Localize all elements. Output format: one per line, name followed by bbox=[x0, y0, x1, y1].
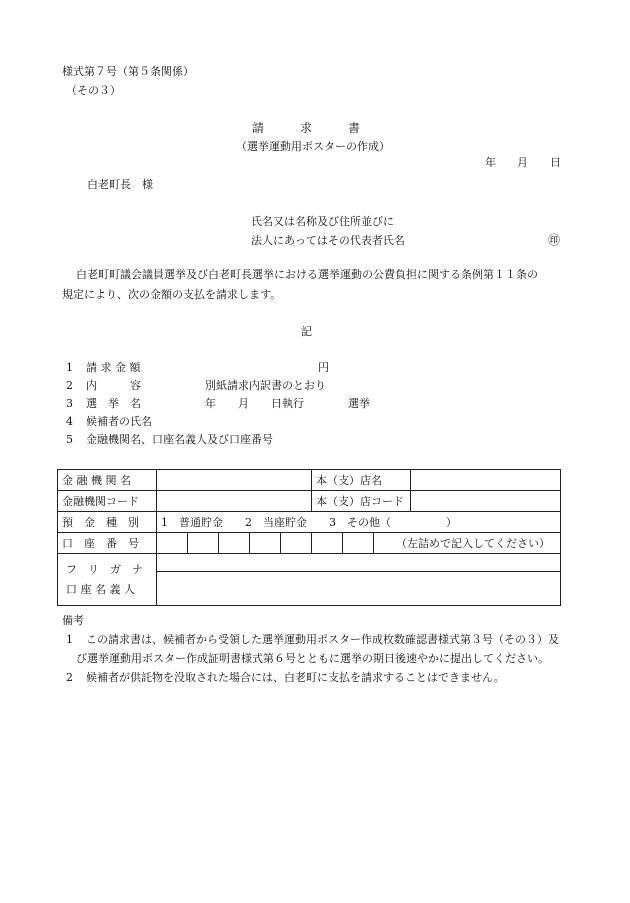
table-row bbox=[58, 554, 561, 572]
account-digit-6[interactable] bbox=[312, 533, 343, 554]
item-3-number: 3 bbox=[66, 397, 73, 410]
account-holder-field[interactable] bbox=[157, 572, 561, 606]
bank-name-field[interactable] bbox=[157, 470, 312, 491]
body-text-line-2: 規定により、次の金額の支払を請求します。 bbox=[62, 288, 282, 301]
item-2-value: 別紙請求内訳書のとおり bbox=[205, 379, 326, 392]
item-4-label: 候補者の氏名 bbox=[86, 415, 152, 428]
item-5-number: 5 bbox=[66, 433, 73, 446]
item-1-number: 1 bbox=[66, 361, 73, 374]
ki-heading: 記 bbox=[301, 325, 312, 338]
account-number-label: 口 座 番 号 bbox=[58, 533, 157, 554]
branch-code-label: 本（支）店コード bbox=[312, 491, 411, 512]
form-subnumber: （その３） bbox=[66, 84, 121, 97]
account-digit-4[interactable] bbox=[250, 533, 281, 554]
date-year: 年 bbox=[485, 156, 496, 169]
bank-code-label: 金融機関コード bbox=[58, 491, 157, 512]
item-2-label: 内 容 bbox=[86, 379, 141, 392]
branch-code-field[interactable] bbox=[410, 491, 560, 512]
bank-code-field[interactable] bbox=[157, 491, 312, 512]
item-1-value: 円 bbox=[318, 361, 329, 374]
account-digit-3[interactable] bbox=[219, 533, 250, 554]
bank-name-label: 金 融 機 関 名 bbox=[58, 470, 157, 491]
seal-mark: ㊞ bbox=[548, 233, 561, 247]
item-2-number: 2 bbox=[66, 379, 73, 392]
document-title: 請 求 書 bbox=[252, 121, 361, 135]
branch-name-field[interactable] bbox=[410, 470, 560, 491]
remark-1-line-2: び選挙運動用ポスター作成証明書様式第６号とともに選挙の期日後速やかに提出してください。 bbox=[76, 652, 549, 665]
bank-account-table bbox=[57, 469, 561, 606]
remark-2-line-1: 候補者が供託物を没取された場合には、白老町に支払を請求することはできません。 bbox=[86, 671, 505, 684]
account-holder-label: 口 座 名 義 人 bbox=[66, 582, 135, 596]
applicant-line-2: 法人にあってはその代表者氏名 bbox=[251, 234, 405, 247]
table-row bbox=[58, 491, 561, 512]
table-row bbox=[58, 512, 561, 533]
deposit-type-options[interactable]: 1 普通貯金 2 当座貯金 3 その他（ ） bbox=[157, 512, 561, 533]
furigana-label: フ リ ガ ナ bbox=[66, 562, 143, 576]
date-month: 月 bbox=[517, 156, 528, 169]
form-number: 様式第７号（第５条関係） bbox=[62, 65, 194, 78]
date-day: 日 bbox=[550, 156, 561, 169]
table-row bbox=[58, 533, 561, 554]
deposit-type-label: 預 金 種 別 bbox=[58, 512, 157, 533]
account-digit-2[interactable] bbox=[188, 533, 219, 554]
table-row bbox=[58, 470, 561, 491]
addressee: 白老町長 様 bbox=[87, 178, 153, 191]
item-4-number: 4 bbox=[66, 415, 73, 428]
account-holder-label-cell bbox=[58, 554, 157, 606]
branch-name-label: 本（支）店名 bbox=[312, 470, 411, 491]
remark-1-number: 1 bbox=[66, 633, 73, 646]
account-note: （左詰めで記入してください） bbox=[374, 533, 561, 554]
item-5-label: 金融機関名、口座名義人及び口座番号 bbox=[86, 433, 273, 446]
item-1-label: 請 求 金 額 bbox=[86, 361, 141, 374]
account-digit-5[interactable] bbox=[281, 533, 312, 554]
item-3-label: 選 挙 名 bbox=[86, 397, 141, 410]
remark-1-line-1: この請求書は、候補者から受領した選挙運動用ポスター作成枚数確認書様式第３号（その３）及 bbox=[86, 633, 559, 646]
remark-2-number: 2 bbox=[66, 671, 73, 684]
applicant-line-1: 氏名又は名称及び住所並びに bbox=[251, 215, 394, 228]
body-text-line-1: 白老町町議会議員選挙及び白老町長選挙における選挙運動の公費負担に関する条例第１１条の bbox=[76, 268, 538, 281]
document-subtitle: （選挙運動用ポスターの作成） bbox=[236, 140, 390, 153]
remarks-title: 備考 bbox=[62, 614, 84, 627]
account-digit-1[interactable] bbox=[157, 533, 188, 554]
account-digit-7[interactable] bbox=[343, 533, 374, 554]
furigana-field[interactable] bbox=[157, 554, 561, 572]
item-3-value: 年 月 日執行 選挙 bbox=[205, 397, 370, 410]
